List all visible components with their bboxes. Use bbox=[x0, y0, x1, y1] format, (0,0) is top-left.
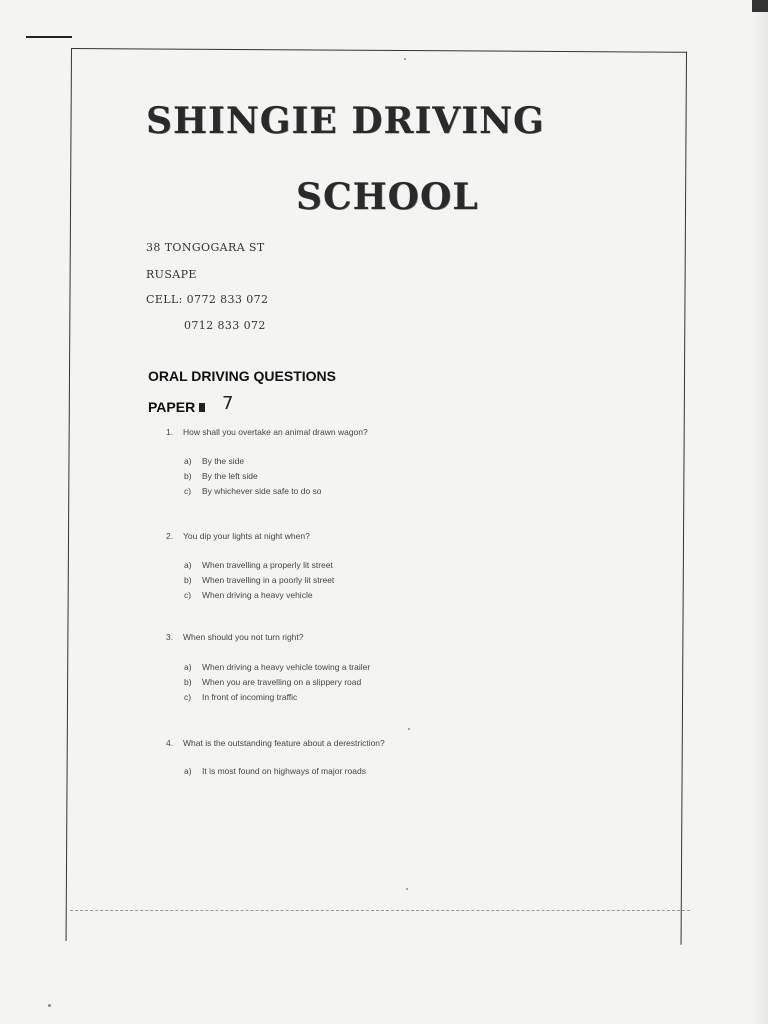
question-1-option-a: a) By the side bbox=[184, 456, 245, 466]
question-2-option-c: c) When driving a heavy vehicle bbox=[184, 590, 313, 600]
question-1-option-b: b) By the left side bbox=[184, 471, 258, 481]
scan-speck bbox=[48, 1004, 51, 1007]
question-2-option-a: a) When travelling a properly lit street bbox=[184, 560, 333, 570]
school-title-line-2: SCHOOL bbox=[296, 176, 479, 218]
address-town: RUSAPE bbox=[146, 268, 197, 281]
question-4: 4. What is the outstanding feature about a derestriction? bbox=[166, 738, 385, 748]
scan-corner-mark bbox=[752, 0, 768, 12]
question-4-option-a: a) It is most found on highways of major roads bbox=[184, 766, 366, 776]
address-cell-2: 0712 833 072 bbox=[184, 319, 266, 332]
question-2: 2. You dip your lights at night when? bbox=[166, 531, 310, 541]
scan-speck bbox=[404, 58, 406, 60]
scan-speck bbox=[408, 728, 410, 730]
question-2-option-b: b) When travelling in a poorly lit street bbox=[184, 575, 335, 585]
paper-label: PAPER bbox=[148, 399, 205, 415]
question-3-option-b: b) When you are travelling on a slippery road bbox=[184, 677, 362, 687]
scan-dash-mark bbox=[26, 36, 72, 38]
paper-number: 7 bbox=[222, 393, 234, 414]
school-title-line-1: SHINGIE DRIVING bbox=[146, 100, 545, 142]
scan-edge-shadow bbox=[750, 0, 768, 1024]
address-street: 38 TONGOGARA ST bbox=[146, 241, 265, 254]
question-3-option-c: c) In front of incoming traffic bbox=[184, 692, 298, 702]
question-1-option-c: c) By whichever side safe to do so bbox=[184, 486, 322, 496]
question-3-option-a: a) When driving a heavy vehicle towing a trailer bbox=[184, 662, 371, 672]
scan-speck bbox=[406, 888, 408, 890]
section-heading: ORAL DRIVING QUESTIONS bbox=[148, 368, 336, 384]
address-cell-1: CELL: 0772 833 072 bbox=[146, 293, 269, 306]
scan-fold-line bbox=[70, 910, 690, 911]
question-3: 3. When should you not turn right? bbox=[166, 632, 304, 642]
question-1: 1. How shall you overtake an animal drawn wagon? bbox=[166, 427, 368, 437]
